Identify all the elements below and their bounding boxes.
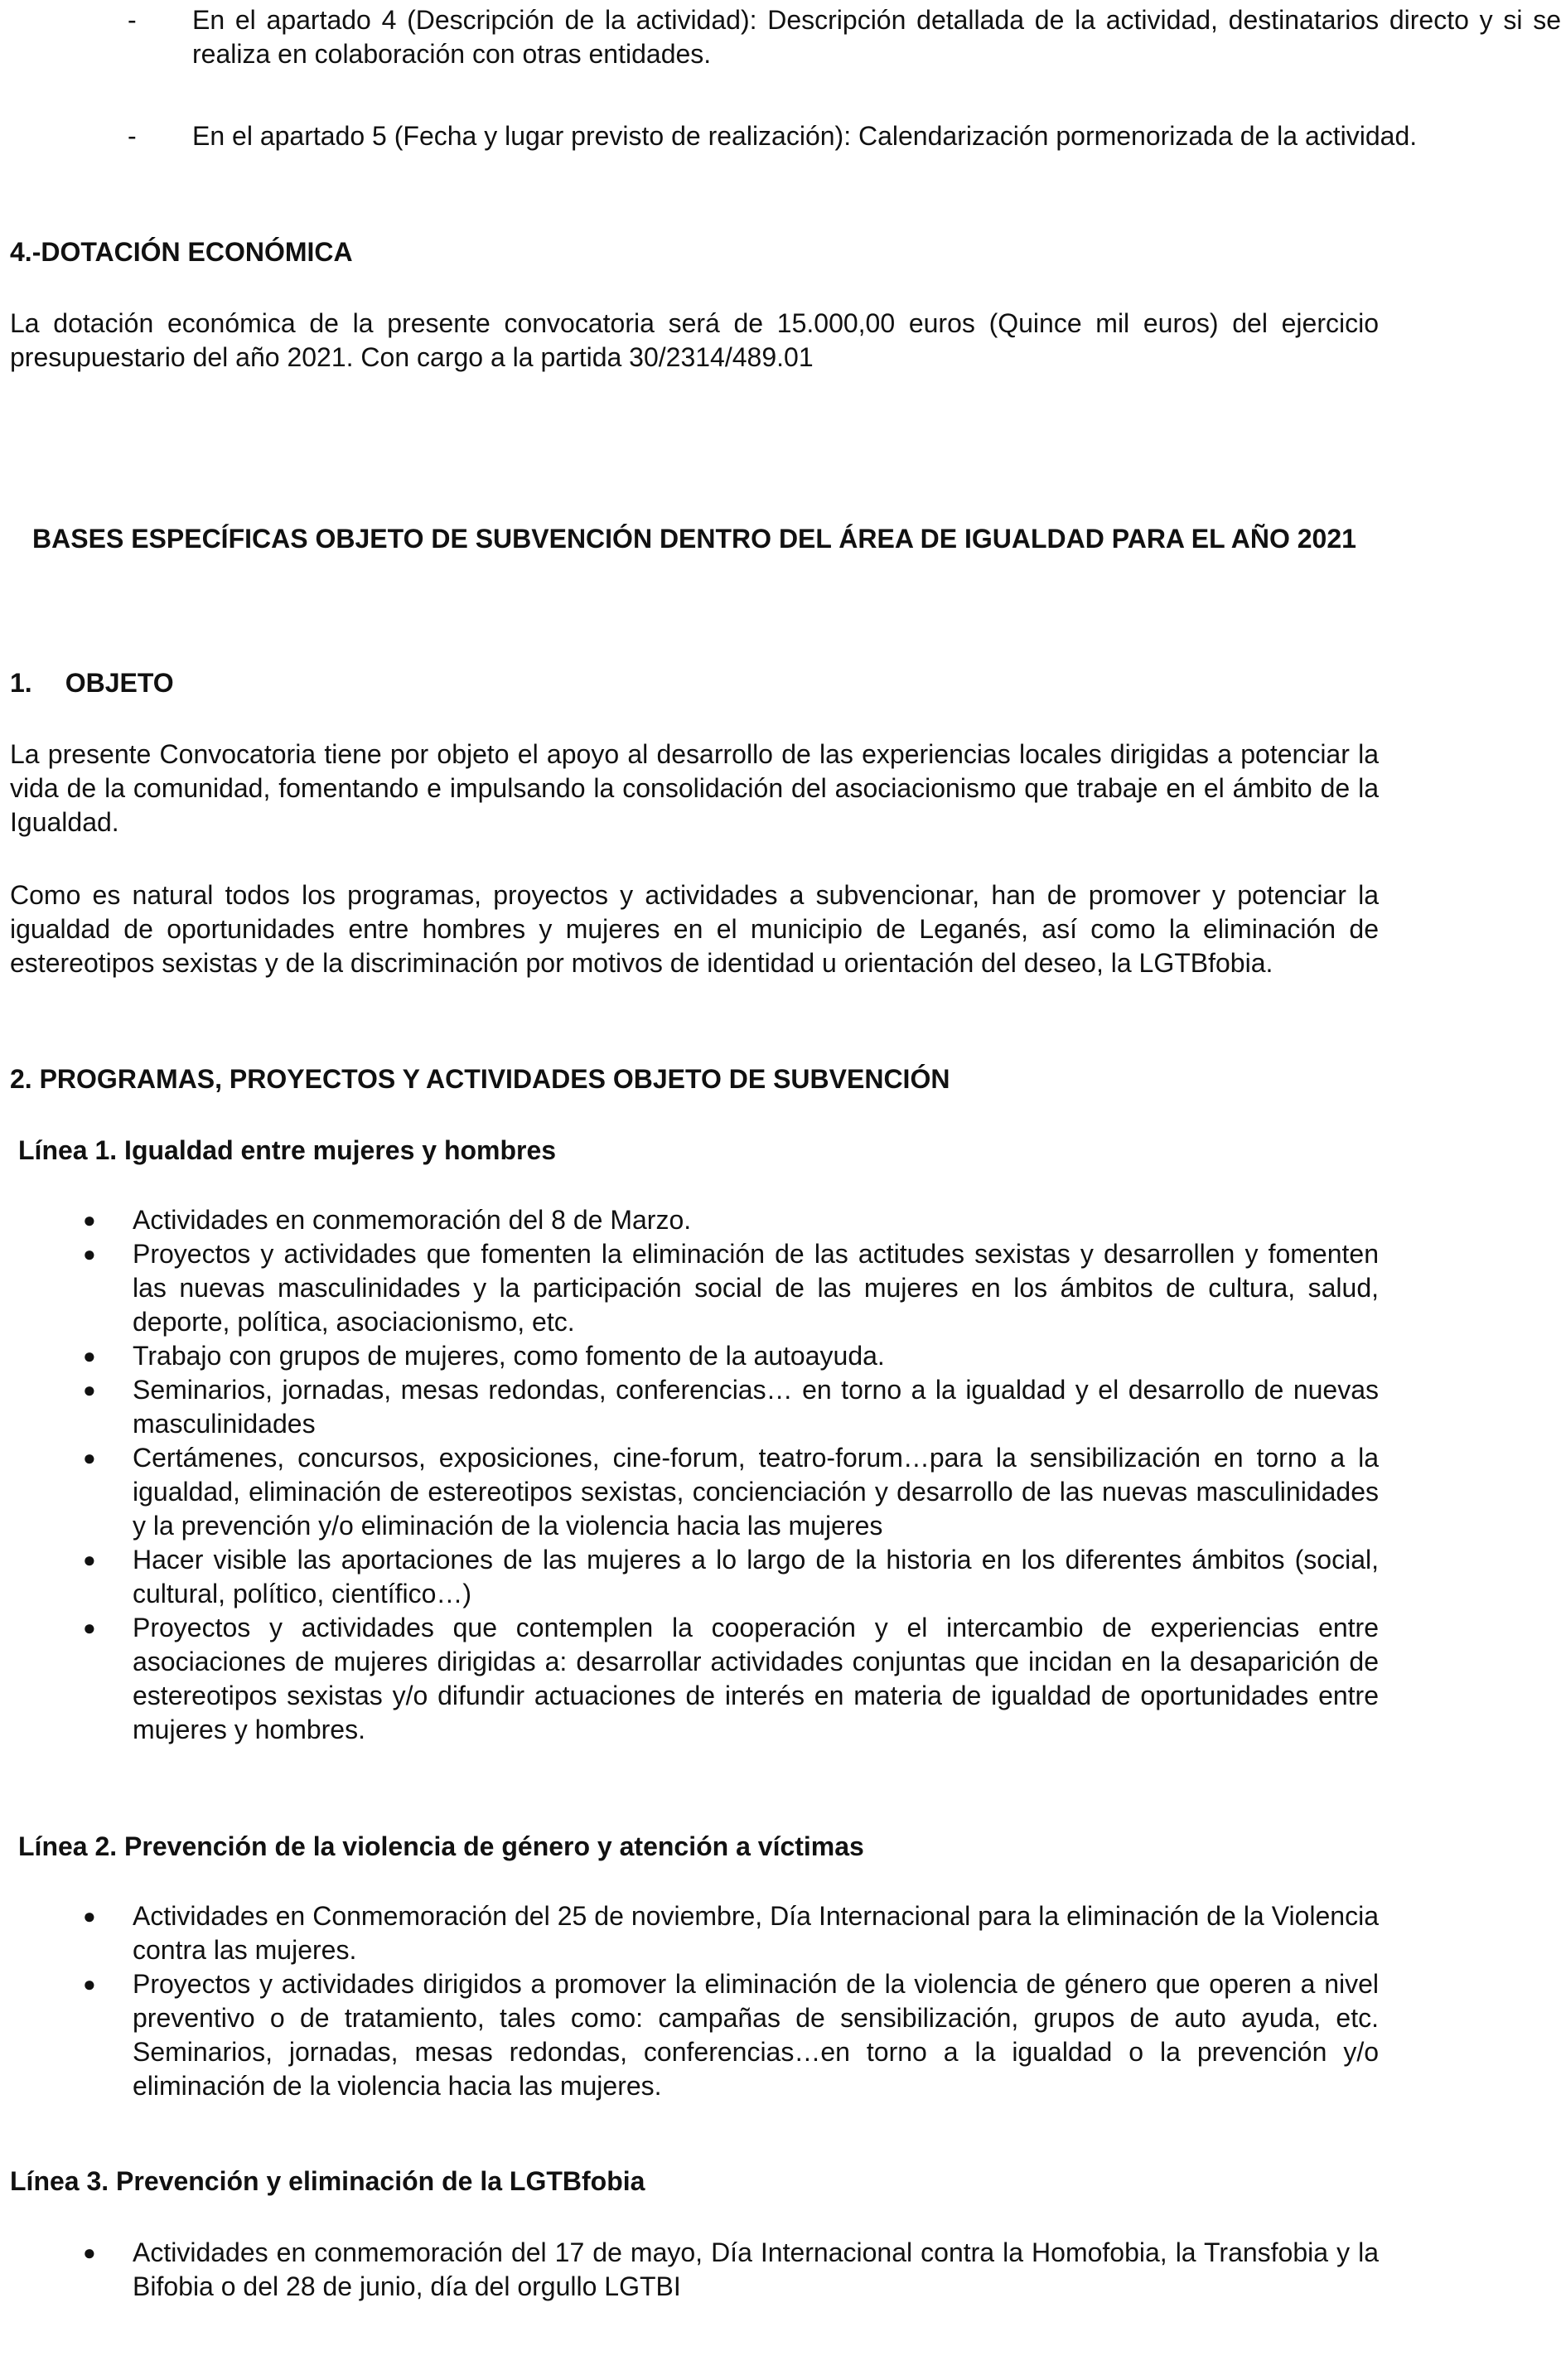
bullet-marker: ● bbox=[83, 1615, 96, 1640]
linea3-heading: Línea 3. Prevención y eliminación de la LGTBfobia bbox=[10, 2166, 645, 2196]
linea1-list bbox=[10, 1203, 1379, 1747]
linea2-list bbox=[10, 1899, 1379, 2103]
bullet-marker: ● bbox=[83, 1971, 96, 1996]
objeto-para-2: Como es natural todos los programas, proyectos y actividades a subvencionar, han de promover y potenciar la igualdad de oportunidades entre hombres y mujeres en el municipio de Leganés, así como la eliminación de estereotipos sexistas y de la discriminación por motivos de identidad u orientación del deseo, la LGTBfobia. bbox=[10, 880, 1379, 978]
dotacion-text: La dotación económica de la presente convocatoria será de 15.000,00 euros (Quince mil euros) del ejercicio presupuestario del año 2021. Con cargo a la partida 30/2314/489.01 bbox=[10, 308, 1379, 372]
bullet-marker: ● bbox=[83, 1547, 96, 1572]
list-item-text: Actividades en conmemoración del 17 de mayo, Día Internacional contra la Homofobia, la Transfobia y la Bifobia o del 28 de junio, día del orgullo LGTBI bbox=[133, 2237, 1379, 2301]
list-item bbox=[10, 1339, 1379, 1373]
bullet-marker: ● bbox=[83, 1343, 96, 1368]
list-item bbox=[10, 1441, 1379, 1543]
bullet-marker: ● bbox=[83, 1207, 96, 1232]
objeto-heading bbox=[10, 666, 174, 700]
list-item-text: Hacer visible las aportaciones de las mujeres a lo largo de la historia en los diferentes ámbitos (social, cultural, político, científico…) bbox=[133, 1545, 1379, 1608]
list-item-text: Actividades en Conmemoración del 25 de noviembre, Día Internacional para la eliminación de la Violencia contra las mujeres. bbox=[133, 1901, 1379, 1965]
bullet-marker: ● bbox=[83, 1445, 96, 1470]
programas-heading: 2. PROGRAMAS, PROYECTOS Y ACTIVIDADES OBJETO DE SUBVENCIÓN bbox=[10, 1064, 950, 1094]
dash-marker: - bbox=[128, 121, 137, 151]
objeto-title: OBJETO bbox=[65, 668, 174, 698]
list-item-text: Certámenes, concursos, exposiciones, cine-forum, teatro-forum…para la sensibilización en torno a la igualdad, eliminación de estereotipos sexistas, concienciación y desarrollo de las nuevas masculinidades y la prevención y/o eliminación de la violencia hacia las mujeres bbox=[133, 1443, 1379, 1541]
list-item-text: Trabajo con grupos de mujeres, como fomento de la autoayuda. bbox=[133, 1341, 885, 1371]
list-item bbox=[10, 1203, 1379, 1237]
linea1-heading: Línea 1. Igualdad entre mujeres y hombres bbox=[18, 1135, 557, 1165]
list-item-text: Seminarios, jornadas, mesas redondas, conferencias… en torno a la igualdad y el desarrollo de nuevas masculinidades bbox=[133, 1375, 1379, 1439]
list-item-text: Proyectos y actividades que fomenten la eliminación de las actitudes sexistas y desarrollen y fomenten las nuevas masculinidades y la participación social de las mujeres en los ámbitos de cultura, salud, deporte, política, asociacionismo, etc. bbox=[133, 1239, 1379, 1337]
intro-item-text: En el apartado 4 (Descripción de la actividad): Descripción detallada de la actividad, destinatarios directo y si se realiza en colaboración con otras entidades. bbox=[192, 5, 1561, 69]
list-item bbox=[10, 1967, 1379, 2103]
list-item bbox=[10, 1611, 1379, 1747]
list-item bbox=[10, 2236, 1379, 2304]
bullet-marker: ● bbox=[83, 1241, 96, 1266]
dotacion-heading: 4.-DOTACIÓN ECONÓMICA bbox=[10, 237, 353, 267]
intro-item-text: En el apartado 5 (Fecha y lugar previsto de realización): Calendarización pormenorizada de la actividad. bbox=[192, 121, 1418, 151]
bullet-marker: ● bbox=[83, 1377, 96, 1402]
intro-item bbox=[10, 3, 1561, 71]
list-item bbox=[10, 1373, 1379, 1441]
list-item bbox=[10, 1237, 1379, 1339]
list-item bbox=[10, 1543, 1379, 1611]
bullet-marker: ● bbox=[83, 1904, 96, 1928]
dash-marker: - bbox=[128, 5, 137, 35]
list-item-text: Actividades en conmemoración del 8 de Marzo. bbox=[133, 1205, 692, 1235]
intro-item bbox=[10, 119, 1561, 153]
list-item bbox=[10, 1899, 1379, 1967]
linea2-heading: Línea 2. Prevención de la violencia de género y atención a víctimas bbox=[18, 1831, 864, 1861]
list-item-text: Proyectos y actividades dirigidos a promover la eliminación de la violencia de género que operen a nivel preventivo o de tratamiento, tales como: campañas de sensibilización, grupos de auto ayuda, etc. Seminarios, jornadas, mesas redondas, conferencias…en torno a la igualdad o la prevención y/o eliminación de la violencia hacia las mujeres. bbox=[133, 1969, 1379, 2101]
list-item-text: Proyectos y actividades que contemplen la cooperación y el intercambio de experiencias entre asociaciones de mujeres dirigidas a: desarrollar actividades conjuntas que incidan en la desaparición de estereotipos sexistas y/o difundir actuaciones de interés en materia de igualdad de oportunidades entre mujeres y hombres. bbox=[133, 1613, 1379, 1744]
objeto-para-1: La presente Convocatoria tiene por objeto el apoyo al desarrollo de las experiencias locales dirigidas a potenciar la vida de la comunidad, fomentando e impulsando la consolidación del asociacionismo que trabaje en el ámbito de la Igualdad. bbox=[10, 739, 1379, 837]
linea3-list bbox=[10, 2236, 1379, 2304]
bases-title: BASES ESPECÍFICAS OBJETO DE SUBVENCIÓN DENTRO DEL ÁREA DE IGUALDAD PARA EL AÑO 2021 bbox=[32, 524, 1356, 554]
objeto-number: 1. bbox=[10, 668, 32, 698]
bullet-marker: ● bbox=[83, 2240, 96, 2265]
